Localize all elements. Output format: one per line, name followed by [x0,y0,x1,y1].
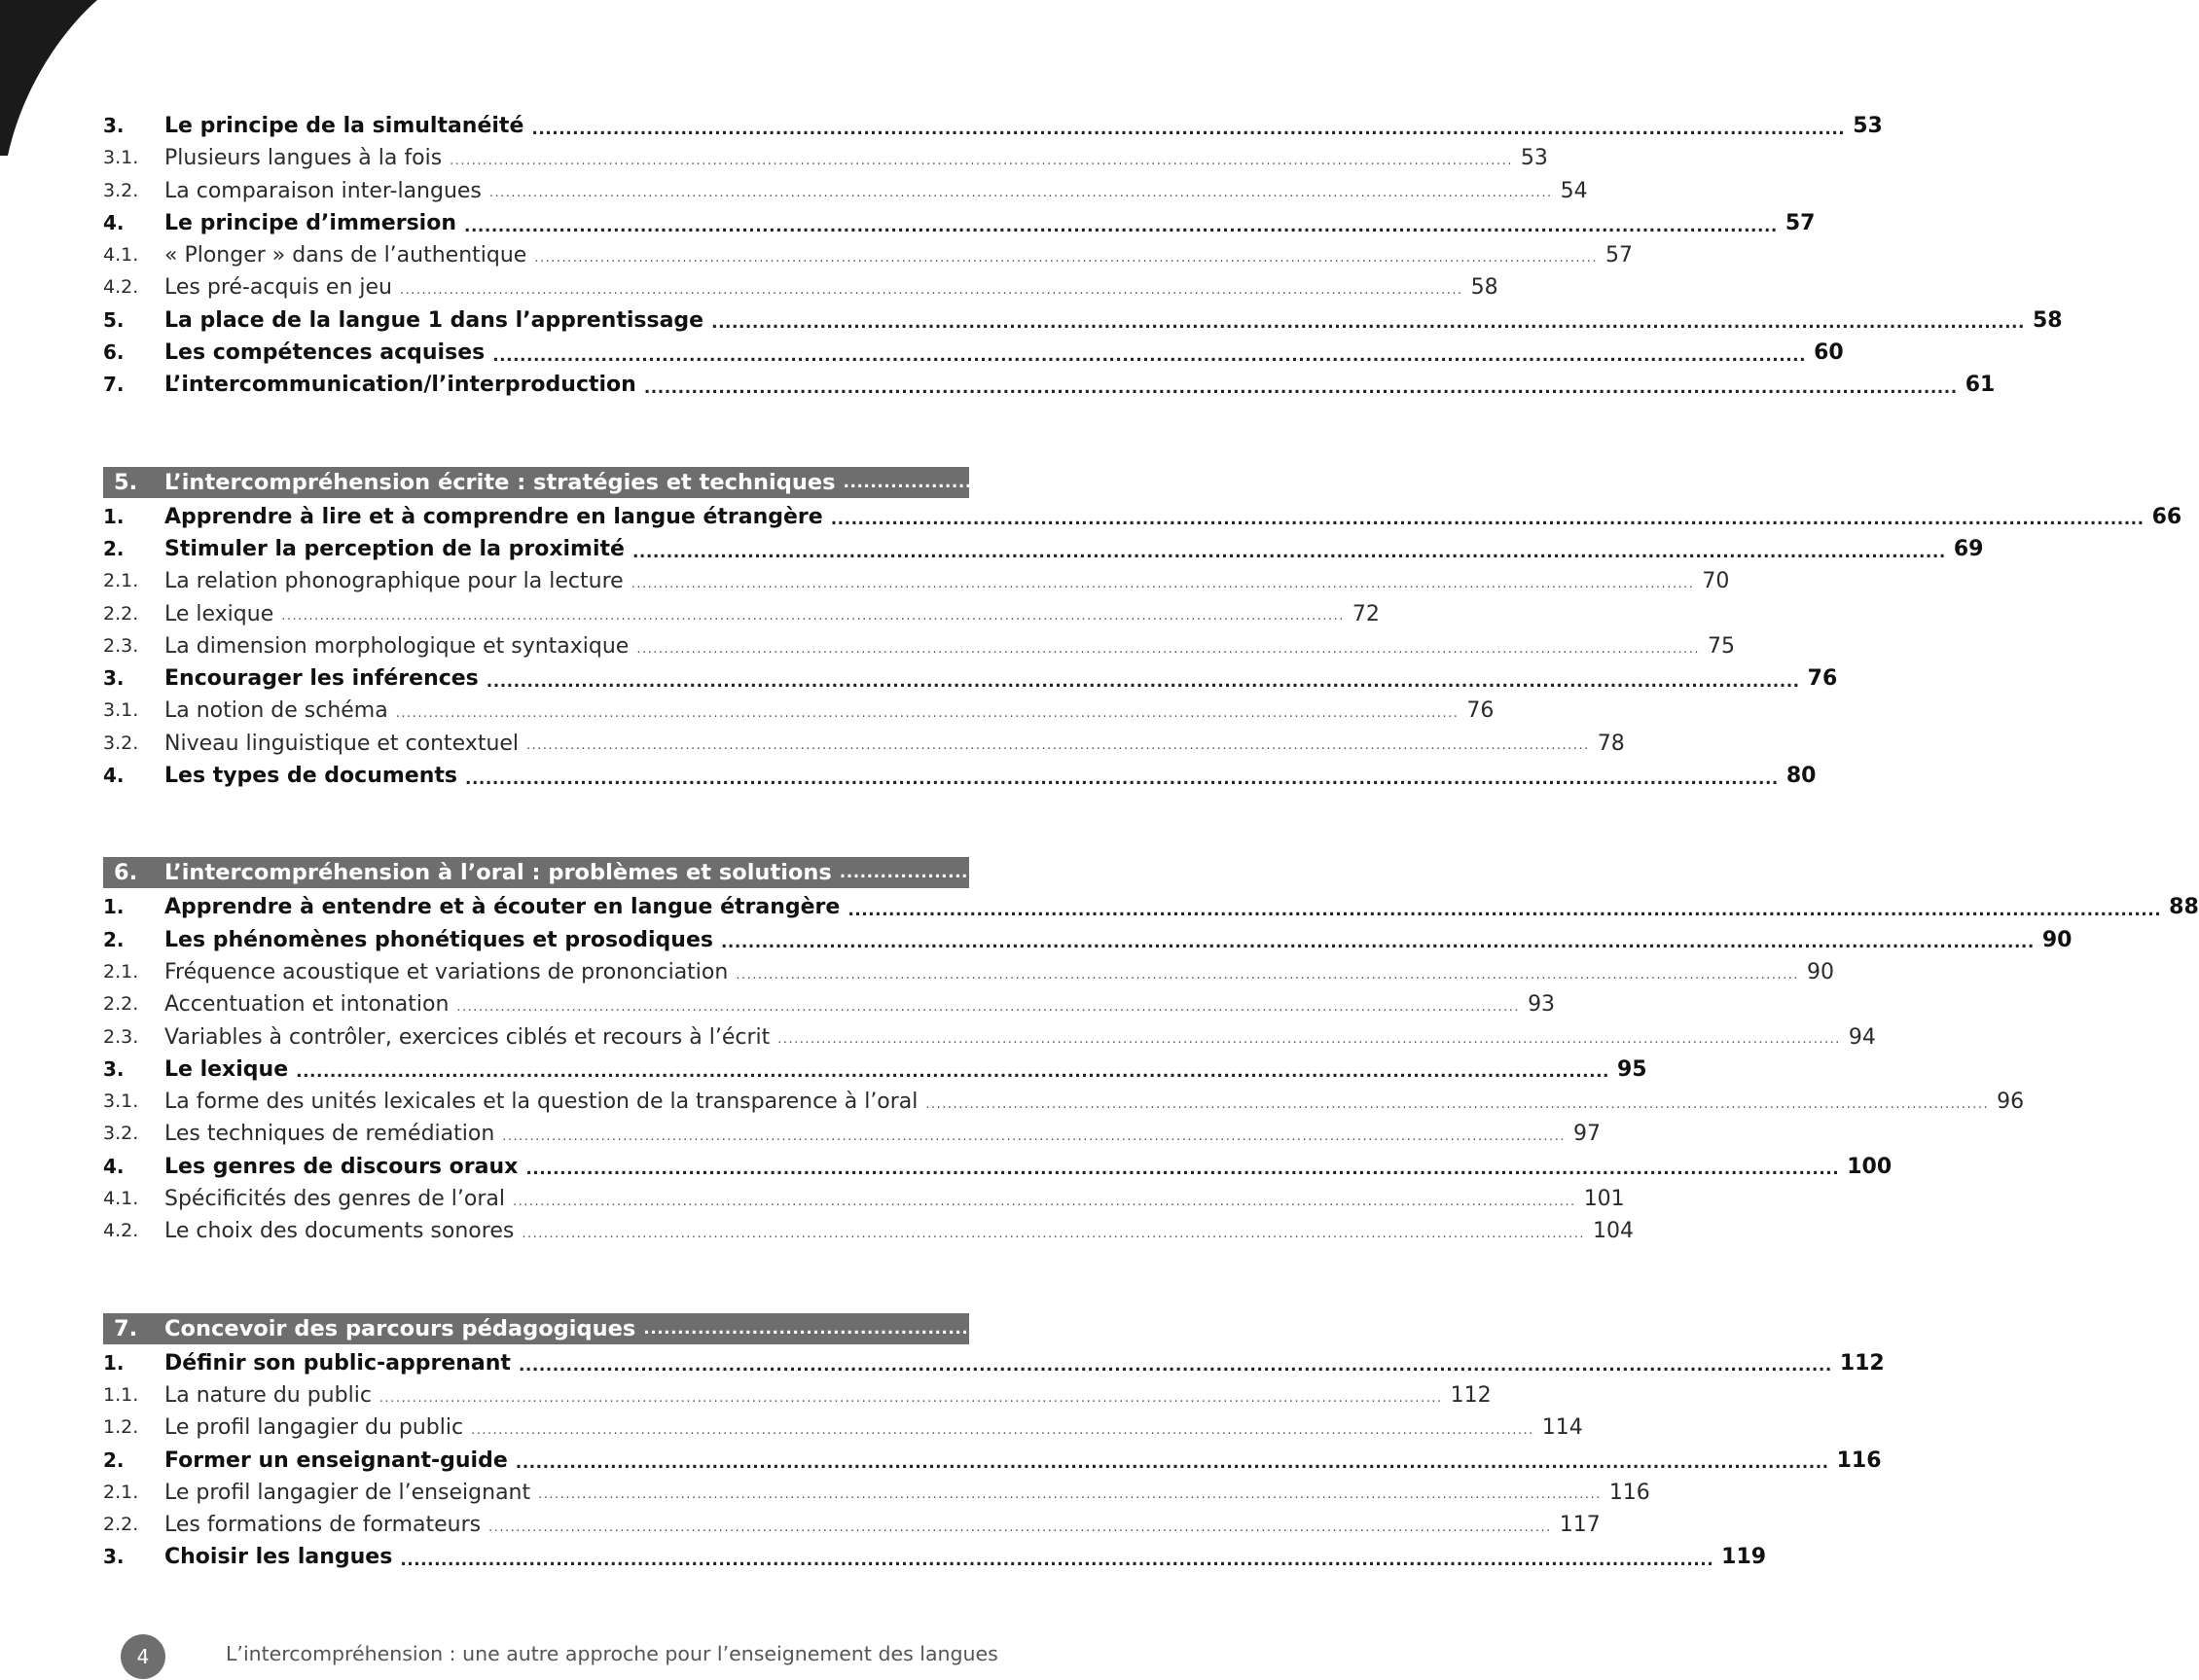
corner-decoration [0,0,97,156]
toc-subsection-entry[interactable] [103,695,1495,727]
entry-page-number: 76 [1807,666,1838,692]
entry-page-number: 57 [1784,210,1816,235]
entry-title: Le lexique [164,1056,289,1082]
entry-title: Le choix des documents sonores [164,1219,515,1244]
toc-section-entry[interactable] [103,1054,1647,1086]
entry-page-number: 53 [1853,114,1883,138]
leader-dots: .................................................................................................................................................................................................. [379,1390,1443,1406]
entry-page-number: 116 [1608,1480,1650,1505]
leader-dots: .................................................................................................................................................................................................. [720,933,2035,953]
leader-dots: .................................................................................................................................................................................................. [777,1032,1841,1048]
entry-title: Les phénomènes phonétiques et prosodiques [164,927,713,952]
entry-page-number: 60 [1814,340,1844,366]
entry-page-number: 78 [1597,731,1625,756]
leader-dots: .................................................................................................................................................................................................. [456,999,1521,1015]
entry-number: 3. [103,666,125,691]
entry-page-number: 112 [1839,1350,1885,1376]
toc-section-entry[interactable] [103,533,1984,565]
chapter-title: Concevoir des parcours pédagogiques [164,1315,636,1341]
leader-dots: .................................................................................................................................................................................................. [488,186,1553,201]
entry-number: 3.2. [103,179,139,201]
entry-page-number: 69 [1953,536,1984,561]
toc-subsection-entry[interactable] [103,1215,1634,1247]
leader-dots: .................................................................................................................................................................................................. [643,378,1958,399]
toc-subsection-entry[interactable] [103,271,1498,304]
leader-dots: .................................................................................................................................................................................................. [736,967,1799,983]
toc-section-entry[interactable] [103,207,1816,239]
entry-number: 1. [103,504,125,528]
entry-title: Apprendre à lire et à comprendre en langue étrangère [164,504,823,529]
leader-dots: .................................................................................................................................................................................................. [925,1096,1990,1112]
leader-dots: .................................................................................................................................................................................................. [830,510,2145,530]
entry-number: 2.3. [103,1025,139,1048]
chapter-page-number: 87 [2158,860,2189,886]
entry-number: 3. [103,114,125,137]
chapter-spacer [103,1248,969,1313]
entry-page-number: 80 [1785,764,1817,789]
entry-page-number: 119 [1721,1545,1767,1570]
leader-dots: .................................................................................................................................................................................................. [296,1062,1609,1083]
entry-page-number: 58 [2032,307,2063,333]
entry-number: 1. [103,895,125,919]
entry-page-number: 70 [1702,569,1730,594]
entry-number: 3.1. [103,699,139,722]
entry-number: 3.1. [103,1090,139,1113]
entry-title: Les compétences acquises [164,340,486,366]
entry-number: 2.1. [103,570,139,592]
leader-dots: .................................................................................................................................................................................................. [711,313,2025,334]
leader-dots: .................................................................................................................................................................................................. [450,153,1513,168]
toc-subsection-entry[interactable] [103,1412,1583,1444]
entry-title: Variables à contrôler, exercices ciblés et recours à l’écrit [164,1024,771,1050]
chapter-title: L’intercompréhension écrite : stratégies et techniques [164,469,836,495]
toc-section-entry[interactable] [103,891,2199,923]
entry-title: Le principe d’immersion [164,210,456,235]
chapter-spacer [103,792,969,857]
entry-page-number: 96 [1997,1090,2025,1115]
leader-dots: .................................................................................................................................................................................................. [488,1519,1552,1535]
entry-number: 6. [103,340,125,365]
entry-title: Encourager les inférences [164,666,479,692]
entry-title: Accentuation et intonation [164,992,450,1018]
entry-title: Les genres de discours oraux [164,1154,519,1179]
entry-title: Former un enseignant-guide [164,1448,508,1473]
entry-title: Fréquence acoustique et variations de prononciation [164,959,729,984]
leader-dots: .................................................................................................................................................................................................. [843,472,2157,492]
entry-title: Choisir les langues [164,1545,393,1570]
entry-page-number: 61 [1965,373,1996,398]
entry-number: 4. [103,210,125,234]
entry-title: La relation phonographique pour la lecture [164,569,624,594]
entry-title: La nature du public [164,1382,372,1408]
leader-dots: .................................................................................................................................................................................................. [525,1160,1840,1180]
entry-title: Les techniques de remédiation [164,1122,495,1147]
toc-subsection-entry[interactable] [103,565,1730,597]
leader-dots: .................................................................................................................................................................................................. [534,250,1598,266]
entry-title: Plusieurs langues à la fois [164,146,443,171]
entry-number: 3.2. [103,732,139,754]
entry-page-number: 90 [2041,927,2073,952]
entry-page-number: 88 [2169,895,2199,920]
entry-title: L’intercommunication/l’interproduction [164,373,636,398]
entry-page-number: 104 [1593,1219,1634,1244]
toc-section-entry[interactable] [103,501,2182,533]
entry-number: 2.2. [103,1514,139,1536]
footer-book-title: L’intercompréhension : une autre approche pour l’enseignement des langues [226,1642,998,1665]
leader-dots: .................................................................................................................................................................................................. [395,706,1460,722]
chapter-page-number: 65 [2162,469,2193,495]
entry-page-number: 66 [2151,504,2182,529]
leader-dots: .................................................................................................................................................................................................. [643,1318,1958,1339]
entry-page-number: 95 [1616,1056,1647,1082]
entry-title: Le profil langagier du public [164,1415,464,1441]
entry-title: La notion de schéma [164,698,388,724]
leader-dots: .................................................................................................................................................................................................. [465,769,1779,789]
entry-page-number: 54 [1560,178,1588,203]
entry-number: 5. [103,307,125,332]
entry-number: 4. [103,764,125,788]
entry-page-number: 101 [1583,1187,1625,1212]
toc-subsection-entry[interactable] [103,239,1633,271]
entry-title: La forme des unités lexicales et la question de la transparence à l’oral [164,1090,919,1115]
entry-number: 2.1. [103,1481,139,1503]
entry-title: Le principe de la simultanéité [164,114,524,138]
entry-title: La dimension morphologique et syntaxique [164,633,630,659]
entry-page-number: 53 [1520,146,1548,171]
table-of-contents [103,110,2199,1574]
entry-number: 2.2. [103,993,139,1016]
toc-section-entry[interactable] [103,1347,1885,1379]
leader-dots: .................................................................................................................................................................................................. [839,863,2153,883]
toc-section-entry[interactable] [103,369,1996,401]
entry-title: Le lexique [164,601,274,626]
entry-number: 2. [103,927,125,951]
toc-subsection-entry[interactable] [103,175,1588,207]
leader-dots: .................................................................................................................................................................................................. [636,641,1701,657]
entry-title: La comparaison inter-langues [164,178,482,203]
toc-subsection-entry[interactable] [103,630,1736,662]
toc-section-entry[interactable] [103,337,1844,369]
entry-title: Les formations de formateurs [164,1513,482,1538]
page-number-badge: 4 [121,1634,165,1679]
entry-page-number: 57 [1605,243,1633,268]
chapter-title: L’intercompréhension à l’oral : problèmes et solutions [164,860,832,886]
entry-number: 1.1. [103,1383,139,1406]
toc-subsection-entry[interactable] [103,1379,1492,1412]
leader-dots: .................................................................................................................................................................................................. [502,1129,1566,1145]
entry-number: 4.1. [103,244,139,267]
leader-dots: .................................................................................................................................................................................................. [281,609,1345,625]
chapter-page-number: 109 [1963,1315,2009,1341]
leader-dots: .................................................................................................................................................................................................. [464,216,1778,236]
entry-title: Apprendre à entendre et à écouter en langue étrangère [164,895,841,920]
toc-section-entry[interactable] [103,1445,1882,1477]
entry-page-number: 114 [1541,1415,1583,1441]
entry-page-number: 75 [1708,633,1736,659]
chapter-number: 5. [114,469,138,495]
toc-subsection-entry[interactable] [103,142,1548,174]
toc-subsection-entry[interactable] [103,988,1556,1020]
toc-section-entry[interactable] [103,760,1817,792]
entry-number: 3.1. [103,147,139,169]
leader-dots: .................................................................................................................................................................................................. [526,738,1590,754]
toc-section-entry[interactable] [103,1541,1767,1573]
entry-page-number: 76 [1466,698,1495,724]
entry-number: 2.1. [103,960,139,983]
toc-section-entry[interactable] [103,110,1883,142]
toc-section-entry[interactable] [103,304,2063,337]
chapter-spacer [103,402,969,467]
entry-number: 4. [103,1154,125,1178]
leader-dots: .................................................................................................................................................................................................. [492,345,1807,366]
entry-title: Les pré-acquis en jeu [164,275,392,301]
toc-subsection-entry[interactable] [103,728,1625,760]
entry-page-number: 94 [1848,1024,1876,1050]
entry-title: Les types de documents [164,764,457,789]
toc-subsection-entry[interactable] [103,1021,1876,1054]
toc-subsection-entry[interactable] [103,598,1380,630]
entry-page-number: 58 [1470,275,1498,301]
toc-subsection-entry[interactable] [103,1183,1625,1215]
entry-number: 1.2. [103,1416,139,1439]
leader-dots: .................................................................................................................................................................................................. [631,576,1695,591]
entry-number: 2.2. [103,602,139,625]
toc-subsection-entry[interactable] [103,1086,2025,1118]
leader-dots: .................................................................................................................................................................................................. [538,1487,1602,1503]
toc-section-entry[interactable] [103,662,1838,695]
entry-page-number: 72 [1352,601,1380,626]
entry-number: 2. [103,536,125,560]
entry-page-number: 117 [1559,1513,1601,1538]
toc-subsection-entry[interactable] [103,956,1834,988]
entry-title: Spécificités des genres de l’oral [164,1187,506,1212]
entry-number: 4.1. [103,1188,139,1210]
leader-dots: .................................................................................................................................................................................................. [522,1226,1585,1241]
leader-dots: .................................................................................................................................................................................................. [471,1422,1534,1438]
leader-dots: .................................................................................................................................................................................................. [515,1453,1829,1474]
entry-page-number: 112 [1450,1382,1492,1408]
entry-page-number: 97 [1572,1122,1601,1147]
entry-number: 4.2. [103,1220,139,1242]
leader-dots: .................................................................................................................................................................................................. [399,283,1463,299]
leader-dots: .................................................................................................................................................................................................. [513,1194,1576,1209]
entry-title: Le profil langagier de l’enseignant [164,1480,531,1505]
entry-title: Stimuler la perception de la proximité [164,536,625,561]
chapter-heading[interactable] [103,857,2189,888]
entry-number: 2. [103,1448,125,1472]
entry-number: 7. [103,373,125,397]
leader-dots: .................................................................................................................................................................................................. [486,671,1800,692]
leader-dots: .................................................................................................................................................................................................. [631,542,1946,562]
entry-number: 4.2. [103,276,139,299]
entry-number: 1. [103,1350,125,1375]
entry-number: 3. [103,1056,125,1081]
entry-number: 3.2. [103,1123,139,1145]
chapter-heading[interactable] [103,1313,2009,1344]
entry-title: Définir son public-apprenant [164,1350,511,1376]
chapter-heading[interactable] [103,467,2193,498]
toc-subsection-entry[interactable] [103,1118,1601,1150]
chapter-number: 6. [114,860,138,886]
entry-page-number: 116 [1836,1448,1882,1473]
toc-subsection-entry[interactable] [103,1509,1601,1541]
entry-number: 2.3. [103,634,139,657]
toc-section-entry[interactable] [103,1151,1893,1183]
entry-number: 3. [103,1545,125,1569]
leader-dots: .................................................................................................................................................................................................. [847,900,2162,920]
entry-page-number: 100 [1847,1154,1893,1179]
leader-dots: .................................................................................................................................................................................................. [400,1551,1714,1571]
entry-title: « Plonger » dans de l’authentique [164,243,527,268]
entry-title: La place de la langue 1 dans l’apprentissage [164,307,704,333]
entry-page-number: 90 [1807,959,1834,984]
leader-dots: .................................................................................................................................................................................................. [531,119,1846,139]
toc-section-entry[interactable] [103,924,2073,956]
entry-title: Niveau linguistique et contextuel [164,731,520,756]
toc-subsection-entry[interactable] [103,1477,1650,1509]
chapter-number: 7. [114,1315,138,1341]
leader-dots: .................................................................................................................................................................................................. [518,1356,1832,1376]
entry-page-number: 93 [1528,992,1556,1018]
